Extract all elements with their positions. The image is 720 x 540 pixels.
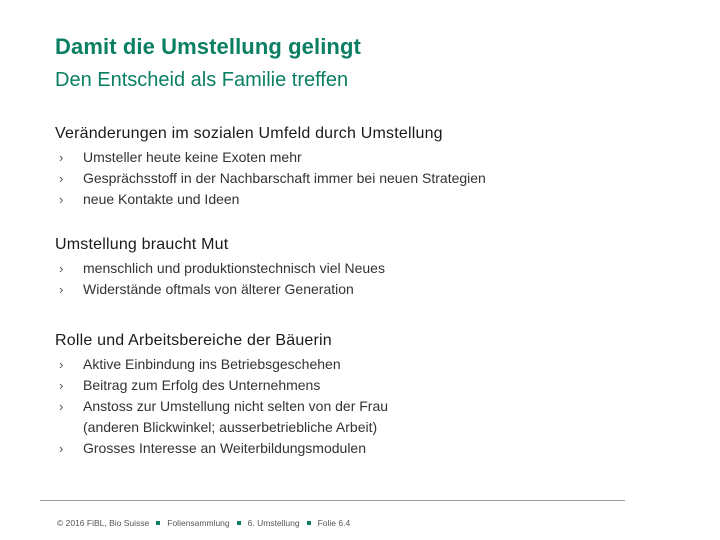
bullet-chevron-icon: › (59, 261, 64, 276)
footer-divider (40, 500, 625, 501)
footer-copyright: © 2016 FiBL, Bio Suisse (57, 518, 150, 528)
bullet-chevron-icon: › (59, 441, 64, 456)
footer-chapter: 6. Umstellung (247, 518, 300, 528)
section-heading: Veränderungen im sozialen Umfeld durch Umstellung (55, 125, 443, 142)
square-separator-icon (156, 521, 160, 525)
list-item: › Widerstände oftmals von älterer Generation (55, 279, 675, 300)
footer-collection: Foliensammlung (167, 518, 230, 528)
bullet-chevron-icon: › (59, 378, 64, 393)
square-separator-icon (307, 521, 311, 525)
footer-slide-number: Folie 6.4 (317, 518, 351, 528)
list-item: › neue Kontakte und Ideen (55, 189, 675, 210)
list-item: › Beitrag zum Erfolg des Unternehmens (55, 375, 675, 396)
bullet-chevron-icon: › (59, 150, 64, 165)
list-item: › Anstoss zur Umstellung nicht selten von der Frau (55, 396, 675, 417)
bullet-chevron-icon: › (59, 357, 64, 372)
list-item: › Aktive Einbindung ins Betriebsgeschehen (55, 354, 675, 375)
bullet-chevron-icon: › (59, 282, 64, 297)
square-separator-icon (237, 521, 241, 525)
section-heading: Umstellung braucht Mut (55, 236, 229, 253)
section-courage (55, 236, 675, 300)
slide-subtitle: Den Entscheid als Familie treffen (55, 69, 349, 91)
list-item-continuation: (anderen Blickwinkel; ausserbetriebliche Arbeit) (83, 419, 378, 435)
list-item: › Gesprächsstoff in der Nachbarschaft immer bei neuen Strategien (55, 168, 675, 189)
bullet-chevron-icon: › (59, 399, 64, 414)
list-item: › Umsteller heute keine Exoten mehr (55, 147, 675, 168)
list-item: › menschlich und produktionstechnisch viel Neues (55, 258, 675, 279)
section-social-environment (55, 125, 675, 210)
section-farmer-role (55, 332, 675, 459)
bullet-chevron-icon: › (59, 192, 64, 207)
list-item: › Grosses Interesse an Weiterbildungsmodulen (55, 438, 675, 459)
bullet-chevron-icon: › (59, 171, 64, 186)
section-heading: Rolle und Arbeitsbereiche der Bäuerin (55, 332, 332, 349)
slide-title: Damit die Umstellung gelingt (55, 34, 361, 59)
footer (57, 518, 350, 528)
